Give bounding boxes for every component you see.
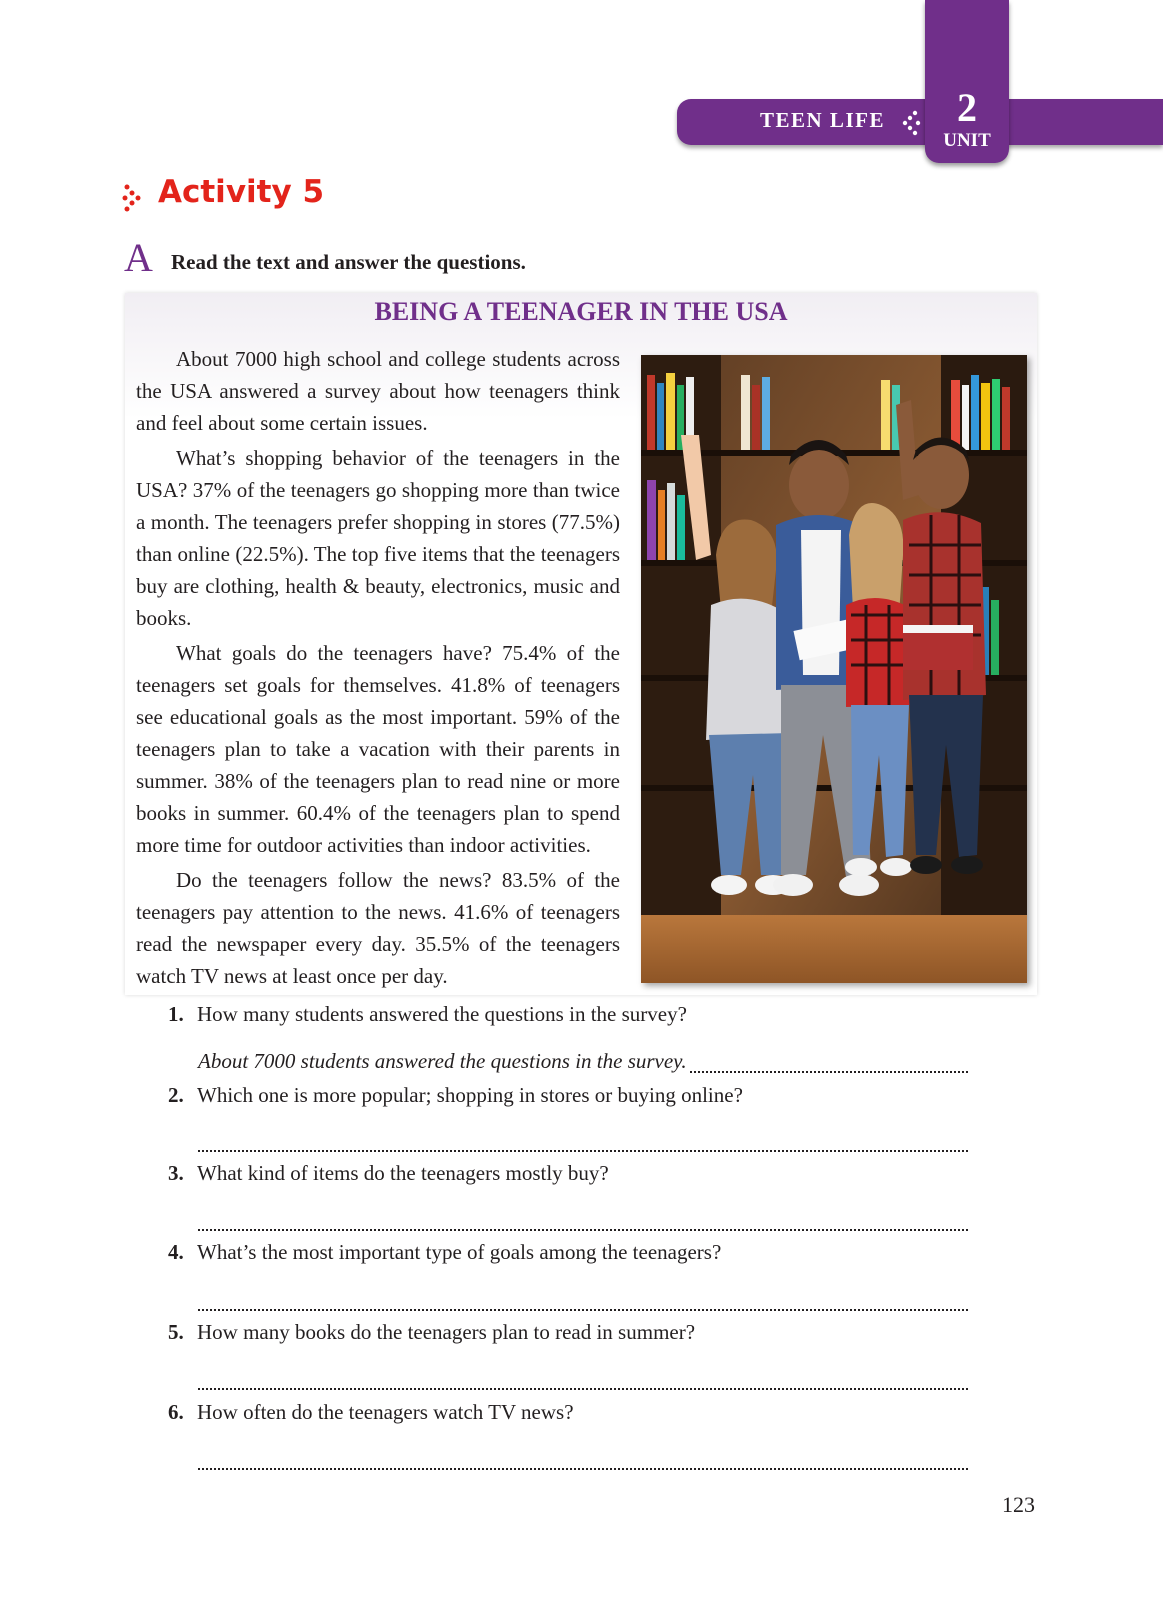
answer-line-6[interactable] xyxy=(198,1468,968,1470)
question-number: 2. xyxy=(168,1083,184,1107)
unit-label: UNIT xyxy=(943,130,991,151)
unit-number: 2 xyxy=(957,85,977,130)
question-text: What kind of items do the teenagers mostly buy? xyxy=(197,1161,609,1185)
question-number: 3. xyxy=(168,1161,184,1185)
paragraph: About 7000 high school and college students across the USA answered a survey about how teenagers think and feel about some certain issues. xyxy=(136,347,620,435)
question-6 xyxy=(168,1400,574,1425)
teenagers-photo xyxy=(641,355,1027,983)
question-number: 1. xyxy=(168,1002,184,1026)
section-instruction: Read the text and answer the questions. xyxy=(171,250,526,274)
question-text: Which one is more popular; shopping in stores or buying online? xyxy=(197,1083,743,1107)
reading-text xyxy=(136,343,620,995)
paragraph: What goals do the teenagers have? 75.4% of the teenagers set goals for themselves. 41.8% of teenagers see educational goals as the most important. 59% of the teenagers plan to take a vacation with their parents in summer. 38% of the teenagers plan to read nine or more books in summer. 60.4% of the teenagers plan to spend more time for outdoor activities than indoor activities. xyxy=(136,641,620,857)
page-number: 123 xyxy=(1002,1492,1035,1517)
answer-text-1: About 7000 students answered the questions in the survey. xyxy=(198,1049,687,1073)
reading-title: BEING A TEENAGER IN THE USA xyxy=(374,297,788,326)
answer-line-4[interactable] xyxy=(198,1309,968,1311)
question-4 xyxy=(168,1240,721,1265)
activity-dots-icon xyxy=(122,183,144,213)
paragraph: What’s shopping behavior of the teenagers in the USA? 37% of the teenagers go shopping more than twice a month. The teenagers prefer shopping in stores (77.5%) than online (22.5%). The top five items that the teenagers buy are clothing, health & beauty, electronics, music and books. xyxy=(136,446,620,630)
answer-line-2[interactable] xyxy=(198,1150,968,1152)
question-text: How many books do the teenagers plan to read in summer? xyxy=(197,1320,696,1344)
activity-title: Activity 5 xyxy=(158,174,325,210)
question-number: 4. xyxy=(168,1240,184,1264)
question-2 xyxy=(168,1083,743,1108)
paragraph: Do the teenagers follow the news? 83.5% of the teenagers pay attention to the news. 41.6% of teenagers read the newspaper every day. 35.5% of the teenagers watch TV news at least once per day. xyxy=(136,868,620,988)
dots-decoration-icon xyxy=(900,110,922,136)
question-number: 5. xyxy=(168,1320,184,1344)
question-text: How often do the teenagers watch TV news? xyxy=(197,1400,574,1424)
question-number: 6. xyxy=(168,1400,184,1424)
question-5 xyxy=(168,1320,695,1345)
question-text: What’s the most important type of goals among the teenagers? xyxy=(197,1240,722,1264)
question-3 xyxy=(168,1161,609,1186)
question-text: How many students answered the questions in the survey? xyxy=(197,1002,687,1026)
question-1 xyxy=(168,1002,687,1027)
answer-line-3[interactable] xyxy=(198,1229,968,1231)
section-letter: A xyxy=(124,235,153,280)
answer-line-5[interactable] xyxy=(198,1388,968,1390)
section-title: TEEN LIFE xyxy=(760,108,885,132)
